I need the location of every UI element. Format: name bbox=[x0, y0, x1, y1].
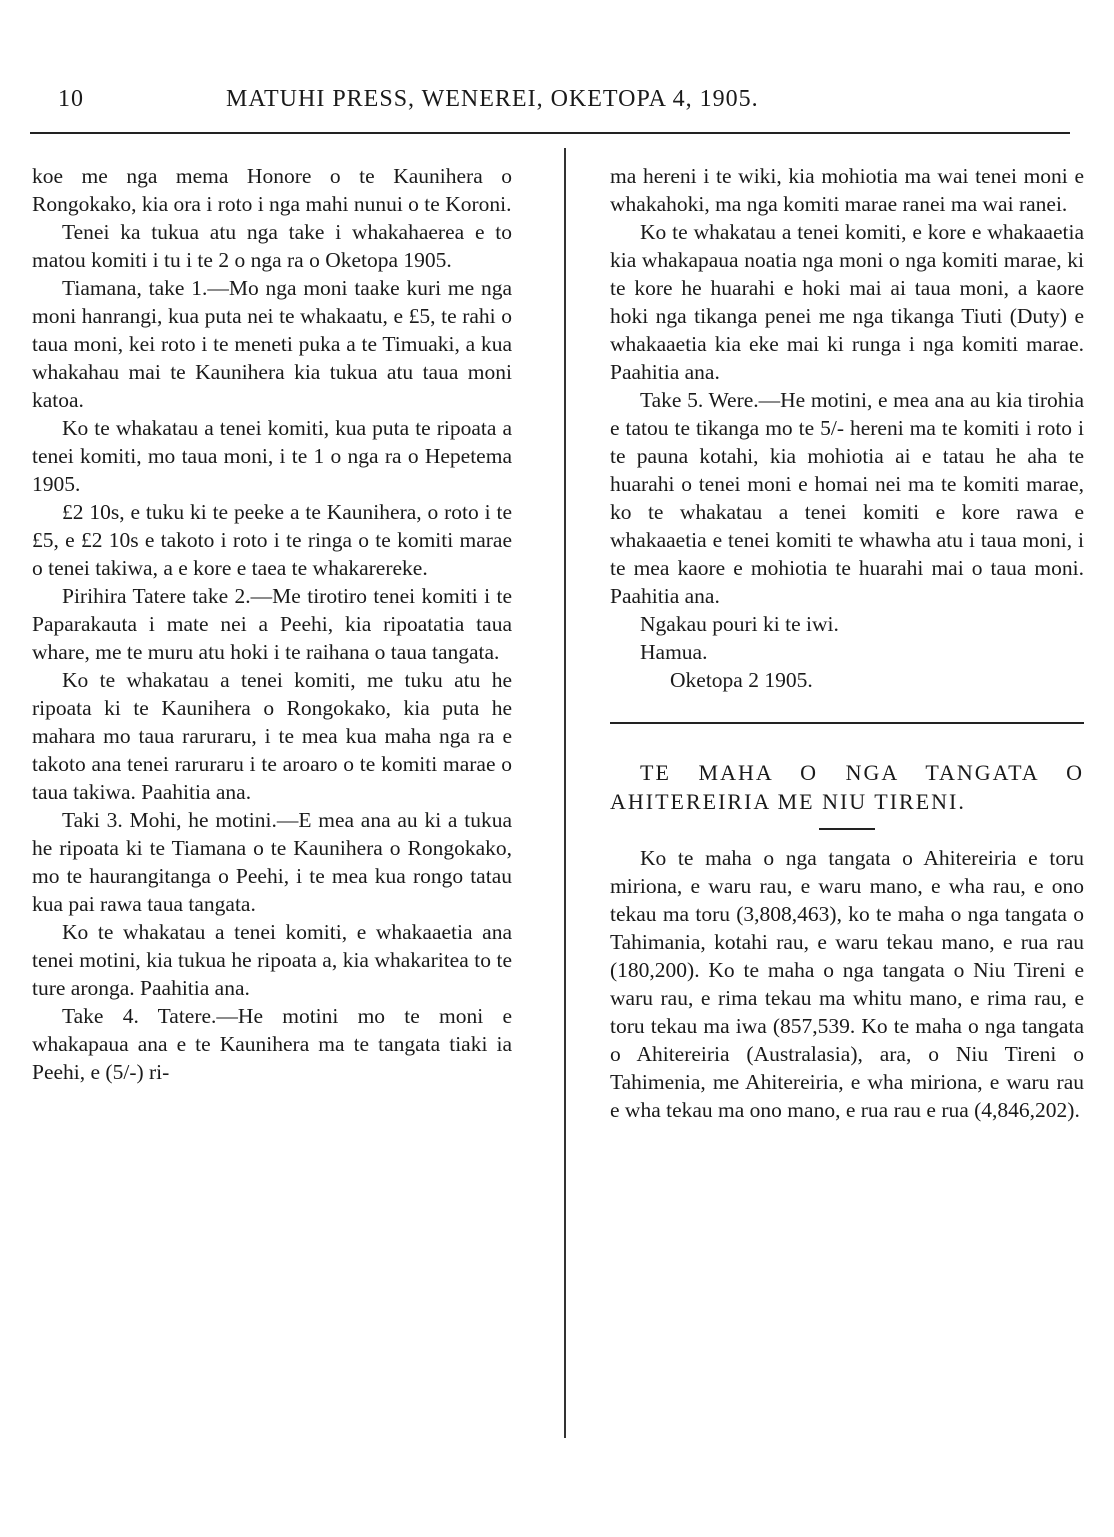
dateline: Oketopa 2 1905. bbox=[670, 668, 813, 692]
section-body: Ko te maha o nga tangata o Ahitereiria e toru miriona, e waru rau, e waru mano, e wha rau, e ono tekau ma toru (3,808,463), ko te maha o nga tangata o Tahimania, kotahi rau, e waru tekau mano, e rua rau (180,200). Ko te maha o nga tangata o Niu Tireni e waru rau, e rima tekau ma whitu mano, e rima rau, e toru tekau ma iwa (857,539. Ko te maha o nga tangata o Ahitereiria (Australasia), ara, o Niu Tireni o Tahimenia, me Ahitereiria, e wha miriona, e waru rau e wha tekau ma ono mano, e rua rau e rua (4,846,202). bbox=[610, 846, 1084, 1122]
right-column bbox=[610, 162, 1084, 1124]
page-header bbox=[58, 86, 1058, 120]
paragraph: Tenei ka tukua atu nga take i whakahaerea e to matou komiti i tu i te 2 o nga ra o Oketopa 1905. bbox=[32, 220, 512, 272]
section-title: TE MAHA O NGA TANGATA O AHITEREIRIA ME NIU TIRENI. bbox=[610, 760, 1084, 814]
closing-line: Ngakau pouri ki te iwi. bbox=[640, 612, 839, 636]
paragraph: koe me nga mema Honore o te Kaunihera o Rongokako, kia ora i roto i nga mahi nunui o te Koroni. bbox=[32, 164, 512, 216]
paragraph: Take 4. Tatere.—He motini mo te moni e whakapaua ana e te Kaunihera ma te tangata tiaki ia Peehi, e (5/-) ri- bbox=[32, 1004, 512, 1084]
column-divider bbox=[564, 148, 566, 1438]
paragraph: Ko te whakatau a tenei komiti, kua puta te ripoata a tenei komiti, mo taua moni, i te 1 o nga ra o Hepetema 1905. bbox=[32, 416, 512, 496]
paragraph: Taki 3. Mohi, he motini.—E mea ana au ki a tukua he ripoata ki te Tiamana o te Kaunihera o Rongokako, mo te haurangitanga o Peehi, i te mea kua rongo tatau kua pai rawa taua tangata. bbox=[32, 808, 512, 916]
left-column bbox=[32, 162, 512, 1086]
paragraph: Ko te whakatau a tenei komiti, e whakaaetia ana tenei motini, kia tukua he ripoata a, kia whakaritea to te ture aronga. Paahitia ana. bbox=[32, 920, 512, 1000]
masthead: MATUHI PRESS, WENEREI, OKETOPA 4, 1905. bbox=[226, 86, 759, 112]
paragraph: Ko te whakatau a tenei komiti, e kore e whakaaetia kia whakapaua noatia nga moni o nga komiti marae, ki te kore he huarahi e hoki mai ai taua moni, a kaore hoki nga tikanga penei me nga tikanga Tiuti (Duty) e whakaaetia kia eke mai ki runga i nga komiti marae. Paahitia ana. bbox=[610, 220, 1084, 384]
paragraph: £2 10s, e tuku ki te peeke a te Kaunihera, o roto i te £5, e £2 10s e takoto i roto i te ringa o te komiti marae o tenei takiwa, a e kore e taea te whakarereke. bbox=[32, 500, 512, 580]
paragraph: ma hereni i te wiki, kia mohiotia ma wai tenei moni e whakahoki, ma nga komiti marae ranei ma wai ranei. bbox=[610, 164, 1084, 216]
signature: Hamua. bbox=[640, 640, 708, 664]
paragraph: Take 5. Were.—He motini, e mea ana au kia tirohia e tatou te tikanga mo te 5/- hereni ma te komiti i roto i te pauna kotahi, kia mohiotia ai e tatau he aha te huarahi o tenei moni e homai nei ma te komiti marae, ko te whakatau a tenei komiti e kore rawa e whakaaetia e tenei komiti te whawha atu i taua moni, i te mea kaore e mohiotia te huarahi mai o taua moni. Paahitia ana. bbox=[610, 388, 1084, 608]
paragraph: Tiamana, take 1.—Mo nga moni taake kuri me nga moni hanrangi, kua puta nei te whakaatu, e £5, te rahi o taua moni, kei roto i te meneti puka a te Timuaki, a kua whakahau mai te Kaunihera kia tukua atu taua moni katoa. bbox=[32, 276, 512, 412]
page-number: 10 bbox=[58, 86, 84, 112]
section-rule bbox=[610, 722, 1084, 724]
paragraph: Pirihira Tatere take 2.—Me tirotiro tenei komiti i te Paparakauta i mate nei a Peehi, kia ripoatatia taua whare, me te muru atu hoki i te raihana o taua tangata. bbox=[32, 584, 512, 664]
paragraph: Ko te whakatau a tenei komiti, me tuku atu he ripoata ki te Kaunihera o Rongokako, kia puta he mahara mo taua raruraru, i te mea kua maha nga ra e takoto ana tenei raruraru i te aroaro o te komiti marae o taua takiwa. Paahitia ana. bbox=[32, 668, 512, 804]
header-rule bbox=[30, 132, 1070, 134]
title-rule bbox=[819, 828, 875, 830]
